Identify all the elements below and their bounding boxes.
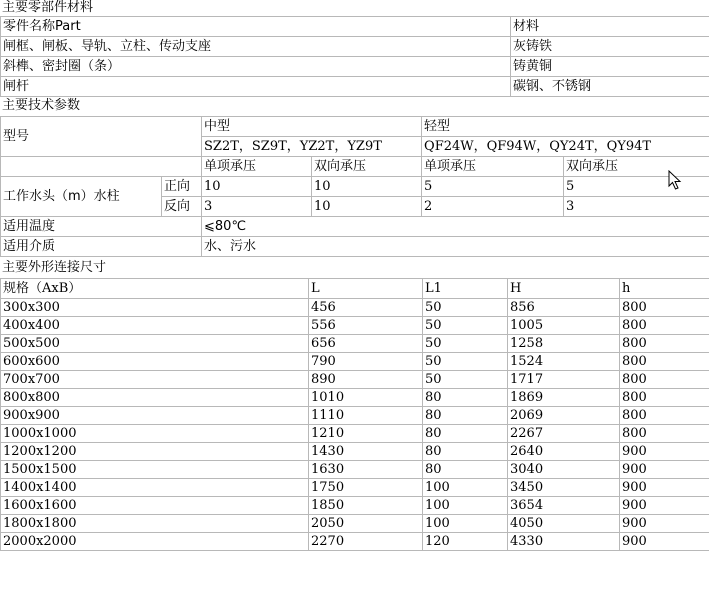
part-name: 斜榫、密封圈（条） xyxy=(1,57,511,77)
table-row xyxy=(1,299,709,317)
parts-heading: 主要零部件材料 xyxy=(2,0,94,15)
h-cell: 1524 xyxy=(508,353,620,371)
l1-cell: 100 xyxy=(423,497,508,515)
table-row xyxy=(1,389,709,407)
part-name-header: 零件名称Part xyxy=(1,17,511,37)
medium-type: 中型 xyxy=(202,117,422,137)
table-row xyxy=(1,443,709,461)
dims-heading: 主要外形连接尺寸 xyxy=(2,260,107,275)
forward-value: 10 xyxy=(202,177,312,197)
part-material: 铸黄铜 xyxy=(511,57,709,77)
reverse-value: 3 xyxy=(202,197,312,217)
blank-cell xyxy=(1,157,202,177)
temperature-value: ⩽80℃ xyxy=(202,217,709,237)
part-name: 闸杆 xyxy=(1,77,511,97)
small-h-cell: 800 xyxy=(620,371,709,389)
tech-table xyxy=(0,116,709,257)
spec-cell: 1800x1800 xyxy=(1,515,309,533)
l-cell: 890 xyxy=(309,371,423,389)
spec-cell: 2000x2000 xyxy=(1,533,309,551)
small-h-cell: 800 xyxy=(620,335,709,353)
medium-models: SZ2T，SZ9T，YZ2T，YZ9T xyxy=(202,137,422,157)
l1-cell: 50 xyxy=(423,299,508,317)
spec-cell: 400x400 xyxy=(1,317,309,335)
l-cell: 1110 xyxy=(309,407,423,425)
h-cell: 3450 xyxy=(508,479,620,497)
l1-cell: 80 xyxy=(423,425,508,443)
l1-cell: 50 xyxy=(423,371,508,389)
l-cell: 556 xyxy=(309,317,423,335)
small-h-cell: 900 xyxy=(620,461,709,479)
dims-table xyxy=(0,278,709,551)
dims-body xyxy=(1,279,709,551)
spec-header: 规格（AxB） xyxy=(1,279,309,299)
dims-header-row xyxy=(1,279,709,299)
parts-header-row xyxy=(1,17,709,37)
small-h-cell: 800 xyxy=(620,299,709,317)
double-pressure-label: 双向承压 xyxy=(564,157,709,177)
l1-cell: 100 xyxy=(423,479,508,497)
medium-row xyxy=(1,237,709,257)
table-row xyxy=(1,497,709,515)
h-header: H xyxy=(508,279,620,299)
h-cell: 3654 xyxy=(508,497,620,515)
small-h-header: h xyxy=(620,279,709,299)
table-row xyxy=(1,371,709,389)
small-h-cell: 800 xyxy=(620,389,709,407)
spec-cell: 900x900 xyxy=(1,407,309,425)
light-type: 轻型 xyxy=(422,117,709,137)
model-label: 型号 xyxy=(1,117,202,157)
single-pressure-label: 单项承压 xyxy=(202,157,312,177)
table-row xyxy=(1,479,709,497)
h-cell: 2640 xyxy=(508,443,620,461)
l-cell: 1430 xyxy=(309,443,423,461)
l1-cell: 80 xyxy=(423,389,508,407)
medium-label: 适用介质 xyxy=(1,237,202,257)
l-cell: 1210 xyxy=(309,425,423,443)
l-cell: 790 xyxy=(309,353,423,371)
forward-row xyxy=(1,177,709,197)
l-cell: 1630 xyxy=(309,461,423,479)
h-cell: 856 xyxy=(508,299,620,317)
table-row xyxy=(1,425,709,443)
h-cell: 1717 xyxy=(508,371,620,389)
spec-cell: 500x500 xyxy=(1,335,309,353)
l1-cell: 80 xyxy=(423,461,508,479)
material-header: 材料 xyxy=(511,17,709,37)
h-cell: 1258 xyxy=(508,335,620,353)
tech-heading: 主要技术参数 xyxy=(2,98,81,113)
reverse-value: 10 xyxy=(312,197,422,217)
forward-value: 5 xyxy=(422,177,564,197)
table-row xyxy=(1,515,709,533)
forward-value: 10 xyxy=(312,177,422,197)
reverse-label: 反向 xyxy=(162,197,202,217)
small-h-cell: 900 xyxy=(620,479,709,497)
forward-label: 正向 xyxy=(162,177,202,197)
part-material: 灰铸铁 xyxy=(511,37,709,57)
l-cell: 1850 xyxy=(309,497,423,515)
table-row xyxy=(1,335,709,353)
l1-cell: 50 xyxy=(423,317,508,335)
l1-cell: 100 xyxy=(423,515,508,533)
table-row xyxy=(1,461,709,479)
small-h-cell: 900 xyxy=(620,497,709,515)
l-cell: 1010 xyxy=(309,389,423,407)
l-header: L xyxy=(309,279,423,299)
h-cell: 1869 xyxy=(508,389,620,407)
temperature-row xyxy=(1,217,709,237)
parts-row xyxy=(1,77,709,97)
table-row xyxy=(1,353,709,371)
small-h-cell: 900 xyxy=(620,515,709,533)
l-cell: 656 xyxy=(309,335,423,353)
l1-cell: 80 xyxy=(423,407,508,425)
spec-cell: 1200x1200 xyxy=(1,443,309,461)
spec-cell: 800x800 xyxy=(1,389,309,407)
h-cell: 3040 xyxy=(508,461,620,479)
table-row xyxy=(1,317,709,335)
small-h-cell: 800 xyxy=(620,425,709,443)
l-cell: 1750 xyxy=(309,479,423,497)
light-models: QF24W，QF94W，QY24T，QY94T xyxy=(422,137,709,157)
l-cell: 456 xyxy=(309,299,423,317)
forward-value: 5 xyxy=(564,177,709,197)
l1-cell: 50 xyxy=(423,353,508,371)
spec-cell: 700x700 xyxy=(1,371,309,389)
part-material: 碳钢、不锈钢 xyxy=(511,77,709,97)
mouse-cursor-icon xyxy=(668,170,682,190)
table-row xyxy=(1,533,709,551)
reverse-value: 2 xyxy=(422,197,564,217)
l1-cell: 50 xyxy=(423,335,508,353)
small-h-cell: 800 xyxy=(620,407,709,425)
pressure-row xyxy=(1,157,709,177)
h-cell: 1005 xyxy=(508,317,620,335)
medium-value: 水、污水 xyxy=(202,237,709,257)
l1-header: L1 xyxy=(423,279,508,299)
l-cell: 2270 xyxy=(309,533,423,551)
small-h-cell: 900 xyxy=(620,533,709,551)
type-row xyxy=(1,117,709,137)
h-cell: 4330 xyxy=(508,533,620,551)
spec-cell: 1400x1400 xyxy=(1,479,309,497)
small-h-cell: 800 xyxy=(620,317,709,335)
l1-cell: 80 xyxy=(423,443,508,461)
l1-cell: 120 xyxy=(423,533,508,551)
spec-cell: 300x300 xyxy=(1,299,309,317)
spec-cell: 1500x1500 xyxy=(1,461,309,479)
h-cell: 4050 xyxy=(508,515,620,533)
temperature-label: 适用温度 xyxy=(1,217,202,237)
table-row xyxy=(1,407,709,425)
parts-row xyxy=(1,37,709,57)
head-label: 工作水头（m）水柱 xyxy=(1,177,162,217)
l-cell: 2050 xyxy=(309,515,423,533)
small-h-cell: 800 xyxy=(620,353,709,371)
h-cell: 2267 xyxy=(508,425,620,443)
reverse-value: 3 xyxy=(564,197,709,217)
small-h-cell: 900 xyxy=(620,443,709,461)
part-name: 闸框、闸板、导轨、立柱、传动支座 xyxy=(1,37,511,57)
spec-cell: 600x600 xyxy=(1,353,309,371)
single-pressure-label: 单项承压 xyxy=(422,157,564,177)
spec-cell: 1000x1000 xyxy=(1,425,309,443)
parts-row xyxy=(1,57,709,77)
h-cell: 2069 xyxy=(508,407,620,425)
parts-table xyxy=(0,16,709,97)
spec-cell: 1600x1600 xyxy=(1,497,309,515)
double-pressure-label: 双向承压 xyxy=(312,157,422,177)
